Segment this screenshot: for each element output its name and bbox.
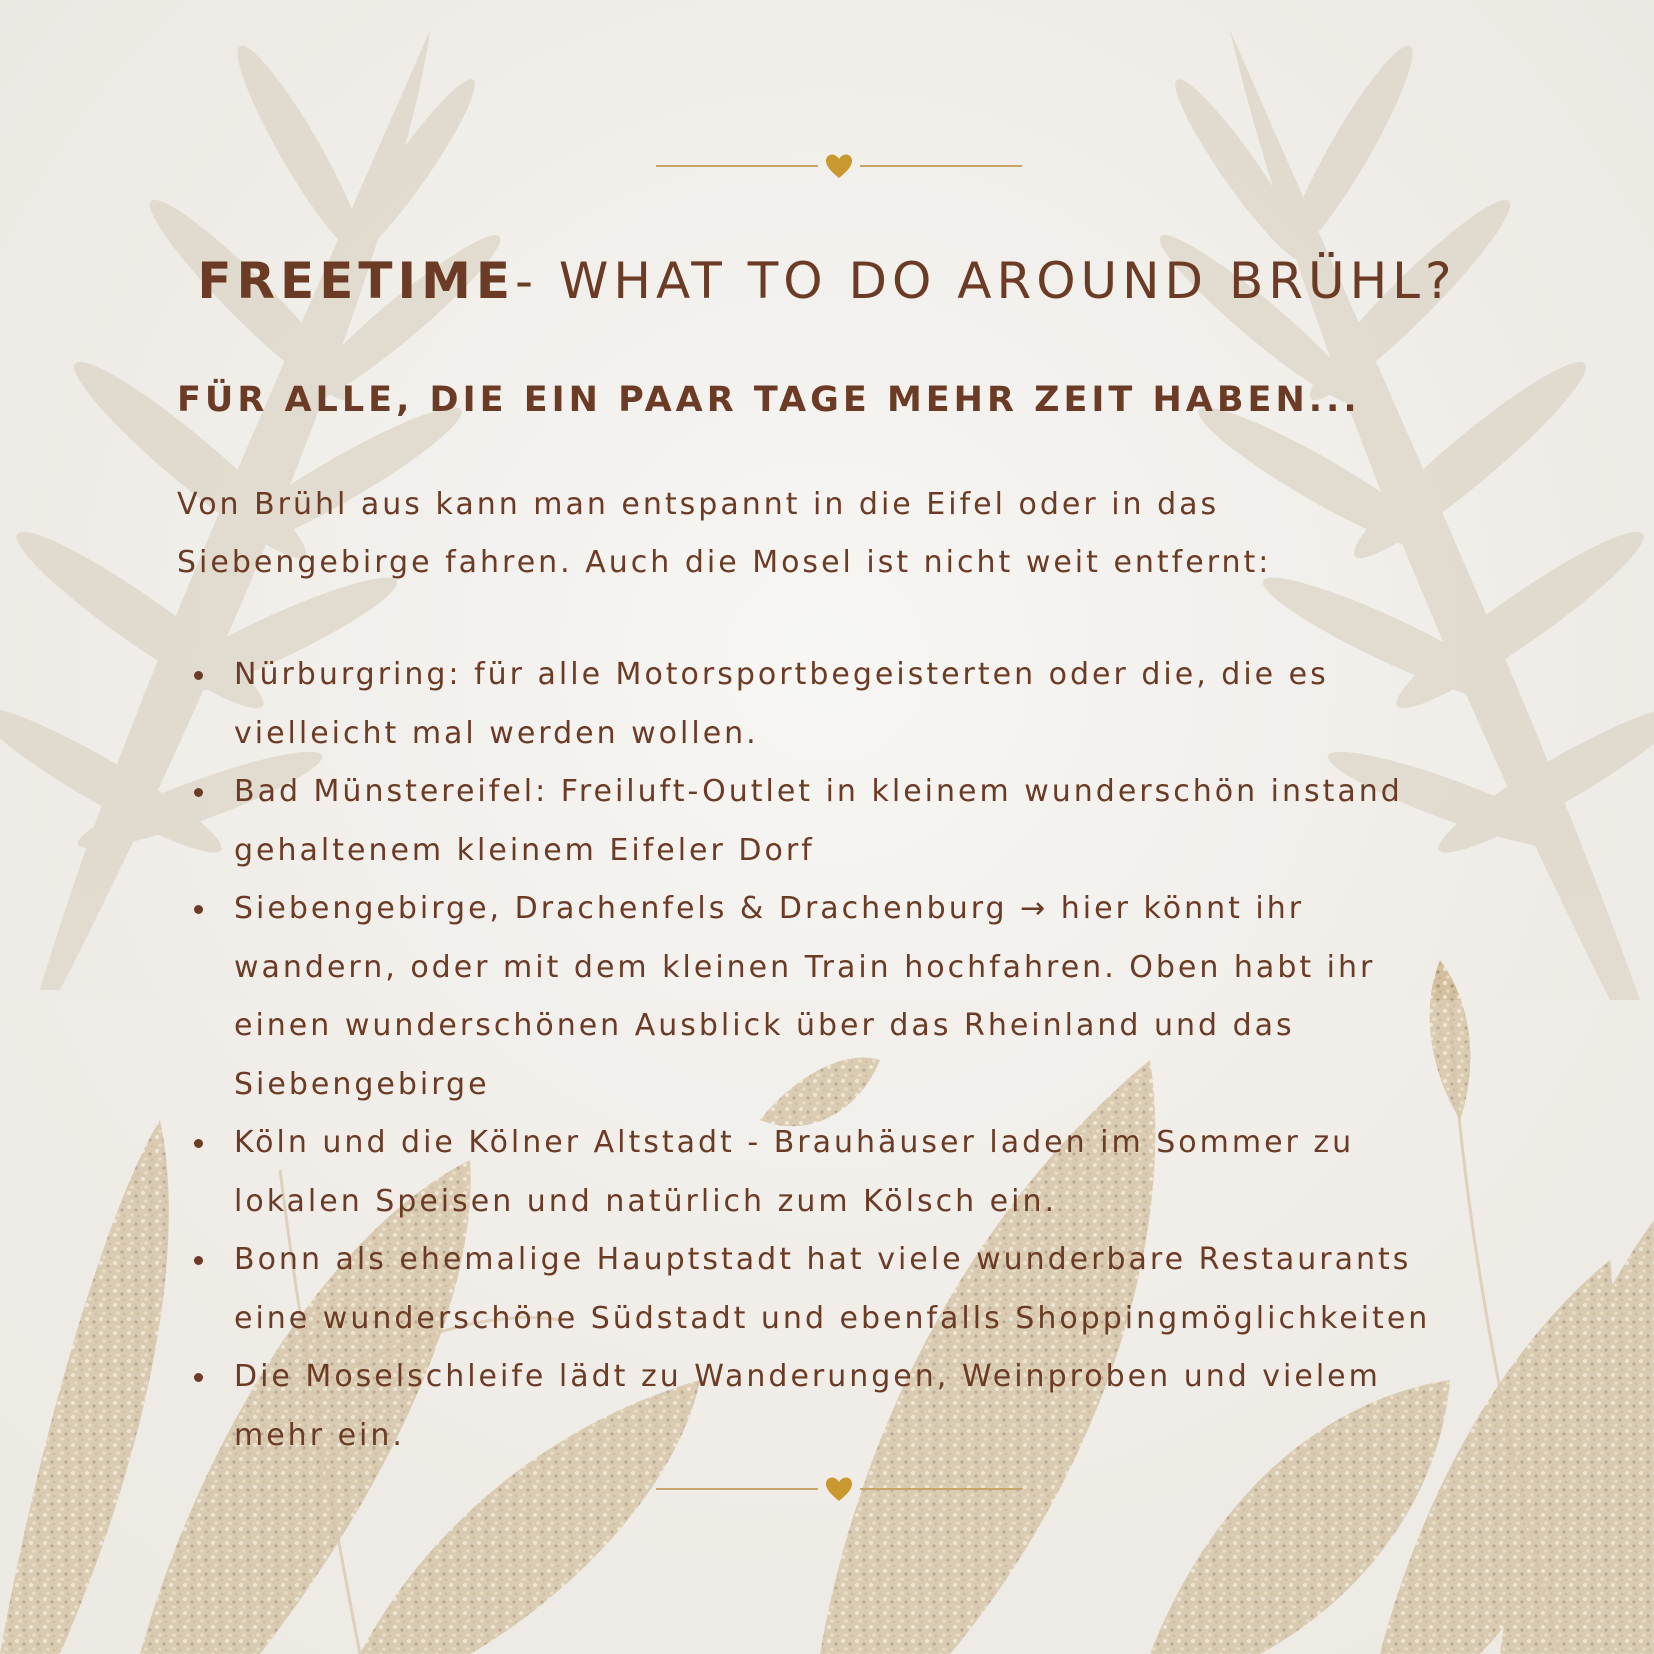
intro-paragraph [177, 476, 1477, 592]
bullet-icon [194, 671, 203, 680]
list-item-line: mehr ein. [234, 1417, 405, 1453]
divider-line-right [860, 1488, 1022, 1490]
divider-line-left [656, 1488, 818, 1490]
list-item [176, 880, 1476, 1114]
activity-list [176, 646, 1476, 1465]
heart-icon [823, 151, 855, 181]
divider-line-right [860, 165, 1022, 167]
list-item-line: Die Moselschleife lädt zu Wanderungen, Weinproben und vielem [234, 1359, 1381, 1394]
list-item-line: Bad Münstereifel: Freiluft-Outlet in kleinem wunderschön instand [234, 774, 1403, 809]
bullet-icon [194, 1139, 203, 1148]
list-item [176, 1114, 1476, 1231]
list-item-line: vielleicht mal werden wollen. [234, 715, 759, 751]
bullet-icon [194, 1373, 203, 1382]
list-item-line: wandern, oder mit dem kleinen Train hochfahren. Oben habt ihr [234, 949, 1376, 985]
list-item-line: eine wunderschöne Südstadt und ebenfalls Shoppingmöglichkeiten [234, 1300, 1431, 1336]
list-item-line: gehaltenem kleinem Eifeler Dorf [234, 832, 815, 868]
list-item-line: lokalen Speisen und natürlich zum Kölsch ein. [234, 1183, 1058, 1219]
list-item-line: Siebengebirge [234, 1066, 490, 1102]
heart-icon [823, 1474, 855, 1504]
title-bold: FREETIME [197, 252, 515, 310]
list-item [176, 763, 1476, 880]
list-item [176, 1348, 1476, 1465]
list-item-line: Siebengebirge, Drachenfels & Drachenburg → hier könnt ihr [234, 891, 1305, 926]
list-item [176, 1231, 1476, 1348]
intro-line: Von Brühl aus kann man entspannt in die Eifel oder in das [177, 487, 1220, 522]
list-item-line: Köln und die Kölner Altstadt - Brauhäuser laden im Sommer zu [234, 1125, 1355, 1160]
divider-line-left [656, 165, 818, 167]
page-title [120, 252, 1534, 310]
list-item-line: einen wunderschönen Ausblick über das Rheinland und das [234, 1008, 1295, 1043]
list-item-line: Nürburgring: für alle Motorsportbegeisterten oder die, die es [234, 657, 1329, 692]
bullet-icon [194, 788, 203, 797]
subtitle: FÜR ALLE, DIE EIN PAAR TAGE MEHR ZEIT HABEN... [177, 380, 1361, 420]
intro-line: Siebengebirge fahren. Auch die Mosel ist nicht weit entfernt: [177, 545, 1272, 580]
list-item-line: Bonn als ehemalige Hauptstadt hat viele wunderbare Restaurants [234, 1242, 1412, 1277]
list-item [176, 646, 1476, 763]
bottom-divider [656, 1474, 1022, 1504]
title-rest: - WHAT TO DO AROUND BRÜHL? [514, 252, 1457, 310]
top-divider [656, 151, 1022, 181]
bullet-icon [194, 905, 203, 914]
bullet-icon [194, 1256, 203, 1265]
